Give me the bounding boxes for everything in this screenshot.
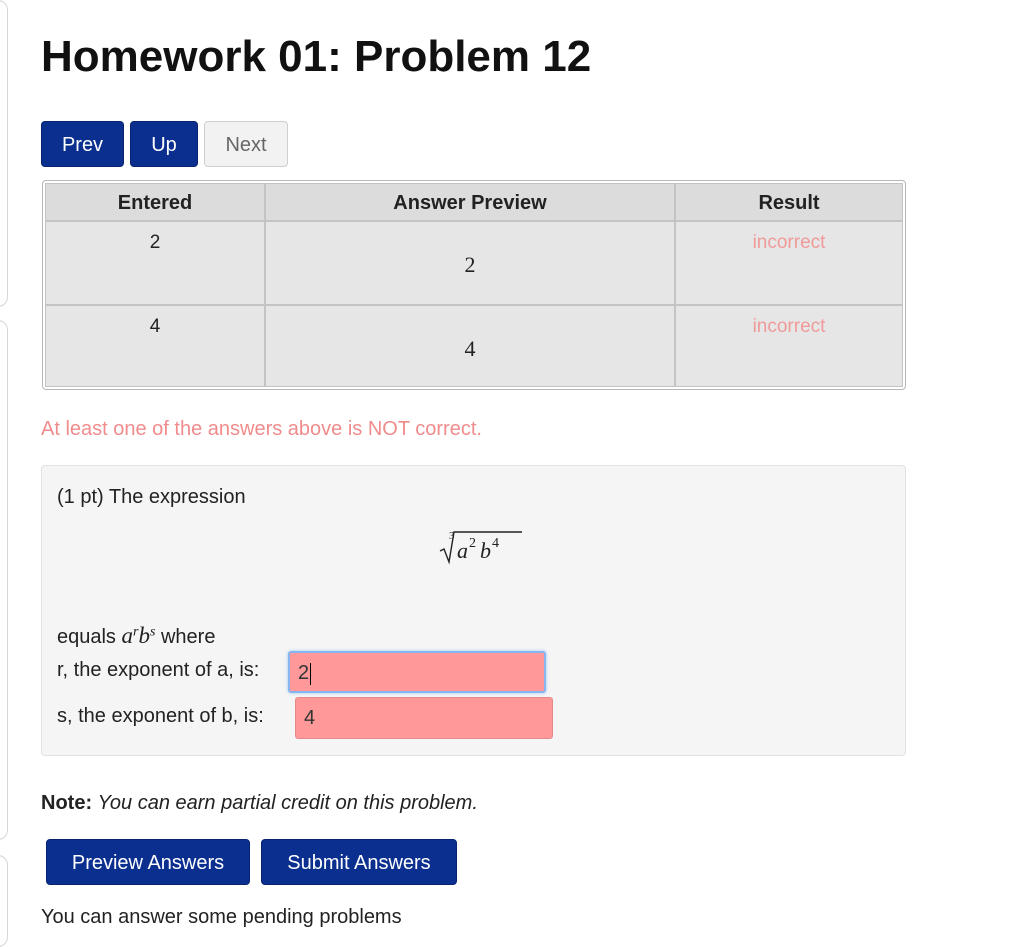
prev-button[interactable]: Prev (41, 121, 124, 167)
equals-exp-r: r (133, 624, 139, 640)
note-label: Note: (41, 792, 93, 814)
equals-exp-s: s (149, 624, 156, 640)
header-entered: Entered (45, 183, 265, 221)
r-exponent-label: r, the exponent of a, is: (57, 659, 260, 681)
header-answer-preview: Answer Preview (265, 183, 675, 221)
side-panel-edge (0, 855, 8, 947)
note-text: You can earn partial credit on this problem. (97, 792, 478, 814)
row2-preview: 4 (265, 305, 675, 387)
s-exponent-input[interactable]: 4 (295, 697, 553, 739)
side-panel-edge (0, 320, 8, 840)
equals-prefix: equals (57, 626, 116, 648)
footer-message: You can answer some pending problems (41, 906, 402, 928)
answer-results-table (42, 180, 906, 390)
row2-entered: 4 (45, 305, 265, 387)
header-result: Result (675, 183, 903, 221)
cube-root-formula (437, 526, 527, 566)
problem-statement: (1 pt) The expression (57, 486, 246, 508)
row1-preview: 2 (265, 221, 675, 305)
svg-text:3: 3 (449, 530, 455, 542)
equals-suffix: where (160, 626, 216, 648)
row1-result: incorrect (675, 221, 903, 305)
partial-credit-note (41, 792, 478, 815)
svg-text:2: 2 (469, 536, 476, 551)
s-exponent-label: s, the exponent of b, is: (57, 705, 264, 727)
row1-entered: 2 (45, 221, 265, 305)
row2-result: incorrect (675, 305, 903, 387)
problem-body (41, 465, 906, 756)
r-exponent-input[interactable]: 2 (288, 651, 546, 693)
up-button[interactable]: Up (130, 121, 198, 167)
submit-answers-button[interactable]: Submit Answers (261, 839, 457, 885)
preview-answers-button[interactable]: Preview Answers (46, 839, 250, 885)
incorrect-warning: At least one of the answers above is NOT correct. (41, 418, 482, 440)
svg-text:4: 4 (492, 536, 499, 551)
equals-base-a: a (121, 623, 133, 648)
svg-text:a: a (457, 538, 468, 563)
equals-base-b: b (138, 623, 150, 648)
next-button: Next (204, 121, 288, 167)
side-panel-edge (0, 0, 8, 307)
page-title: Homework 01: Problem 12 (41, 32, 592, 81)
svg-text:b: b (480, 538, 491, 563)
equals-statement (57, 623, 215, 649)
